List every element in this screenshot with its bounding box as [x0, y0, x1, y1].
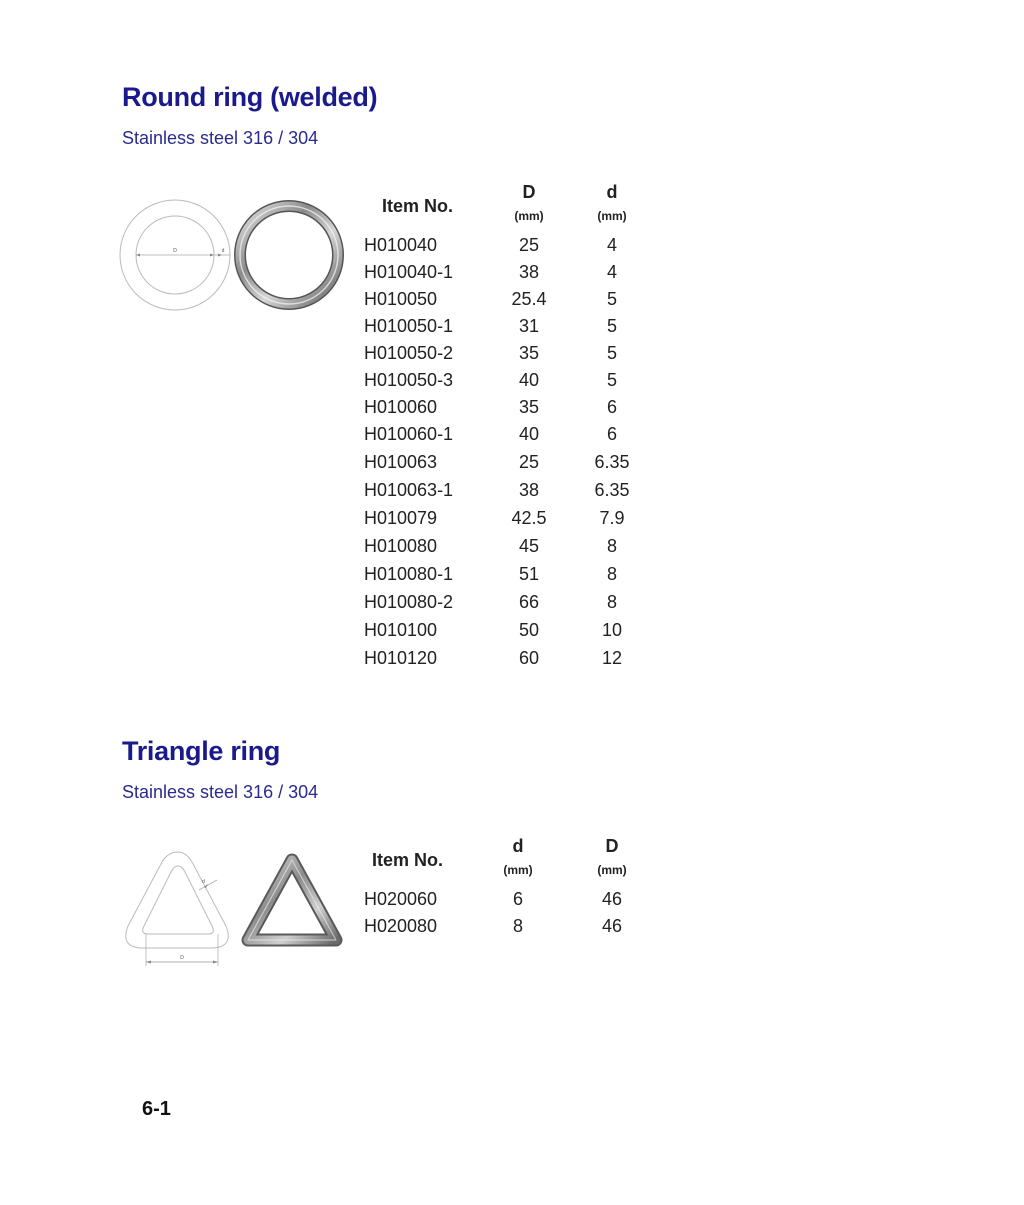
- page-number: 6-1: [142, 1098, 171, 1120]
- cell-item-no: H010050-2: [364, 343, 454, 363]
- cell-item-no: H010060-1: [364, 424, 454, 444]
- cell-D: 51: [518, 564, 540, 584]
- cell-d: 5: [606, 343, 617, 363]
- cell-item-no: H010080-1: [364, 564, 454, 584]
- header-col-d: [478, 836, 558, 877]
- section-subtitle-round-ring: Stainless steel 316 / 304: [122, 128, 319, 148]
- cell-d: 10: [601, 620, 623, 640]
- header-col-D: [489, 182, 569, 223]
- cell-d: 5: [606, 289, 617, 309]
- cell-d: 6.35: [594, 480, 630, 500]
- round-ring-photo: [234, 198, 344, 313]
- triangle-ring-diagram: [122, 848, 234, 968]
- cell-D: 45: [518, 536, 540, 556]
- cell-D: 38: [518, 262, 540, 282]
- section-subtitle-triangle-ring: Stainless steel 316 / 304: [122, 782, 319, 802]
- cell-d: 8: [606, 564, 617, 584]
- cell-D: 25.4: [511, 289, 547, 309]
- cell-item-no: H010080-2: [364, 592, 454, 612]
- header-d-symbol: d: [606, 182, 618, 202]
- cell-D: 31: [518, 316, 540, 336]
- section-title-round-ring: Round ring (welded): [122, 82, 378, 112]
- diagram-label-d: d: [202, 879, 205, 885]
- header-col-d: [572, 182, 652, 223]
- diagram-label-D: D: [180, 955, 184, 961]
- cell-item-no: H010060: [364, 397, 438, 417]
- diagram-label-D: D: [173, 248, 177, 254]
- cell-item-no: H010100: [364, 620, 438, 640]
- triangle-ring-table: [362, 834, 662, 944]
- cell-d: 8: [606, 536, 617, 556]
- cell-D: 25: [518, 235, 540, 255]
- cell-D: 66: [518, 592, 540, 612]
- header-D-unit: (mm): [597, 863, 627, 877]
- cell-D: 60: [518, 648, 540, 668]
- cell-item-no: H010040: [364, 235, 438, 255]
- round-ring-diagram: [118, 198, 233, 313]
- cell-item-no: H010080: [364, 536, 438, 556]
- cell-item-no: H020080: [364, 916, 438, 936]
- header-item-no: Item No.: [382, 196, 454, 216]
- cell-D: 40: [518, 370, 540, 390]
- cell-D: 38: [518, 480, 540, 500]
- cell-d: 6: [606, 397, 617, 417]
- header-d-unit: (mm): [503, 863, 533, 877]
- cell-D: 35: [518, 343, 540, 363]
- header-d-symbol: d: [512, 836, 524, 856]
- round-ring-table: [362, 180, 662, 680]
- cell-D: 25: [518, 452, 540, 472]
- cell-item-no: H010050: [364, 289, 438, 309]
- cell-d: 5: [606, 370, 617, 390]
- cell-item-no: H010079: [364, 508, 438, 528]
- header-D-unit: (mm): [514, 209, 544, 223]
- cell-D: 50: [518, 620, 540, 640]
- header-D-symbol: D: [522, 182, 536, 202]
- cell-D: 46: [601, 916, 623, 936]
- header-d-unit: (mm): [597, 209, 627, 223]
- cell-item-no: H010050-1: [364, 316, 454, 336]
- diagram-label-d: d: [221, 248, 225, 254]
- cell-d: 6.35: [594, 452, 630, 472]
- section-title-triangle-ring: Triangle ring: [122, 736, 281, 766]
- header-col-D: [572, 836, 652, 877]
- cell-d: 8: [606, 592, 617, 612]
- cell-d: 6: [606, 424, 617, 444]
- header-D-symbol: D: [605, 836, 619, 856]
- cell-item-no: H010050-3: [364, 370, 454, 390]
- cell-D: 35: [518, 397, 540, 417]
- cell-D: 46: [601, 889, 623, 909]
- cell-d: 8: [512, 916, 523, 936]
- cell-d: 5: [606, 316, 617, 336]
- cell-item-no: H020060: [364, 889, 438, 909]
- cell-d: 7.9: [599, 508, 625, 528]
- cell-d: 4: [606, 235, 617, 255]
- header-item-no: Item No.: [372, 850, 444, 870]
- cell-item-no: H010063: [364, 452, 438, 472]
- triangle-ring-photo: [238, 852, 346, 952]
- cell-item-no: H010040-1: [364, 262, 454, 282]
- cell-d: 12: [601, 648, 623, 668]
- cell-item-no: H010120: [364, 648, 438, 668]
- cell-D: 40: [518, 424, 540, 444]
- cell-item-no: H010063-1: [364, 480, 454, 500]
- cell-d: 6: [512, 889, 523, 909]
- cell-D: 42.5: [511, 508, 547, 528]
- cell-d: 4: [606, 262, 617, 282]
